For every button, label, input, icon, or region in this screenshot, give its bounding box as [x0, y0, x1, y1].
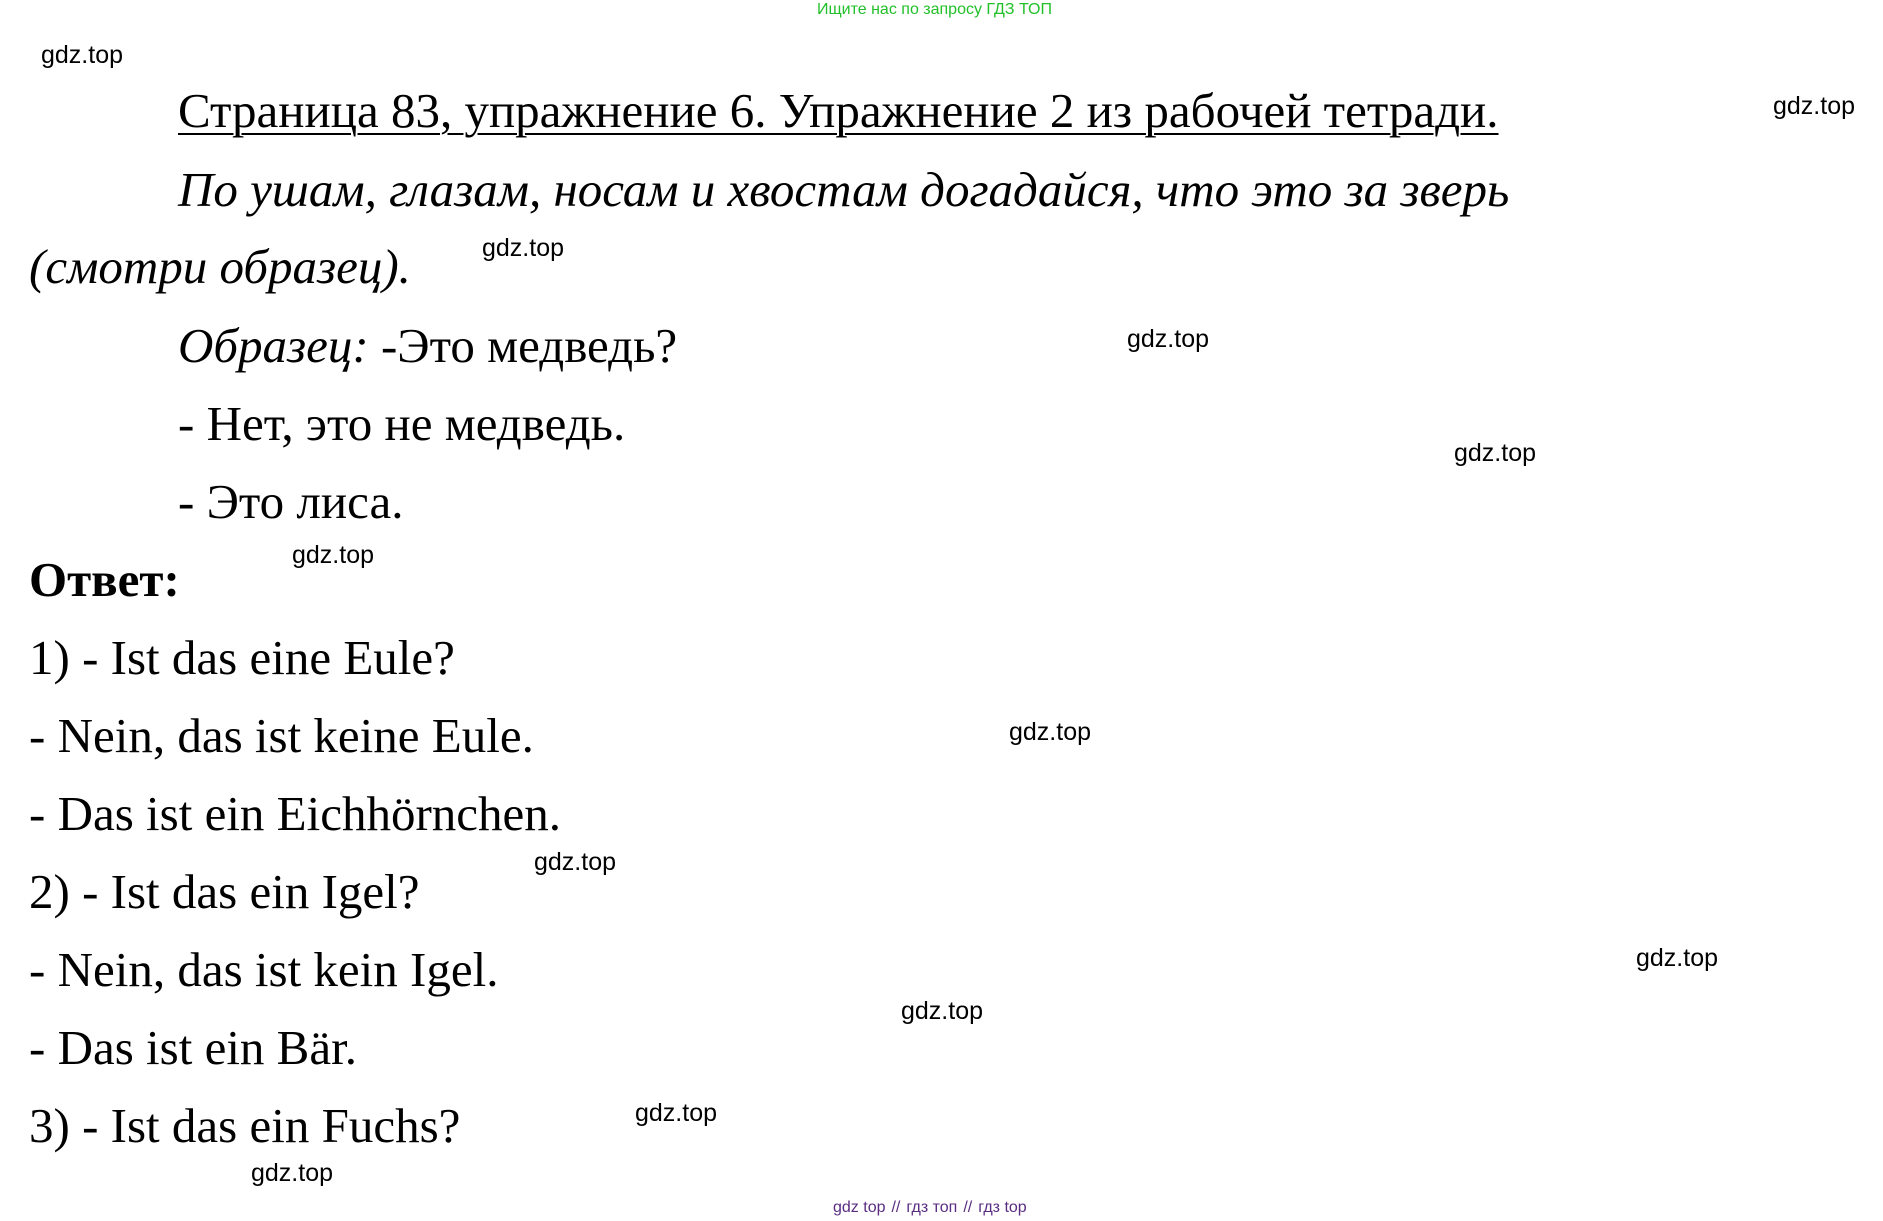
watermark: gdz.top — [901, 997, 984, 1025]
answer-line: 3) - Ist das ein Fuchs? — [29, 1098, 461, 1153]
instruction-line-2: (смотри образец). — [29, 239, 411, 294]
watermark: gdz.top — [1454, 439, 1537, 467]
answer-heading: Ответ: — [29, 552, 180, 607]
answer-line: - Das ist ein Bär. — [29, 1020, 357, 1075]
watermark: gdz.top — [292, 541, 375, 569]
sample-answer-1: - Нет, это не медведь. — [178, 396, 626, 451]
watermark: gdz.top — [41, 41, 124, 69]
watermark: gdz.top — [251, 1159, 334, 1187]
footer-link-gdz-top[interactable]: gdz top — [833, 1199, 886, 1216]
watermark: gdz.top — [1009, 718, 1092, 746]
watermark: gdz.top — [534, 848, 617, 876]
footer-links — [833, 1200, 1027, 1216]
watermark: gdz.top — [1636, 944, 1719, 972]
answer-line: - Nein, das ist keine Eule. — [29, 708, 534, 763]
watermark: gdz.top — [1773, 92, 1856, 120]
watermark: gdz.top — [1127, 325, 1210, 353]
watermark: gdz.top — [635, 1099, 718, 1127]
sample-question: -Это медведь? — [368, 318, 678, 373]
promo-text: Ищите нас по запросу ГДЗ ТОП — [817, 1, 1052, 18]
footer-link-gdz-top-mixed[interactable]: гдз top — [978, 1199, 1027, 1216]
answer-line: - Nein, das ist kein Igel. — [29, 942, 499, 997]
sample-question-line — [178, 318, 678, 373]
footer-separator: // — [891, 1199, 901, 1216]
footer-link-gdz-top-cyrillic[interactable]: гдз топ — [906, 1199, 958, 1216]
sample-label: Образец: — [178, 318, 369, 373]
answer-line: 1) - Ist das eine Eule? — [29, 630, 455, 685]
instruction-line-1: По ушам, глазам, носам и хвостам догадайся, что это за зверь — [178, 162, 1510, 217]
exercise-title: Страница 83, упражнение 6. Упражнение 2 из рабочей тетради. — [178, 83, 1499, 138]
answer-line: 2) - Ist das ein Igel? — [29, 864, 420, 919]
watermark: gdz.top — [482, 234, 565, 262]
sample-answer-2: - Это лиса. — [178, 474, 404, 529]
answer-line: - Das ist ein Eichhörnchen. — [29, 786, 562, 841]
footer-separator: // — [963, 1199, 973, 1216]
